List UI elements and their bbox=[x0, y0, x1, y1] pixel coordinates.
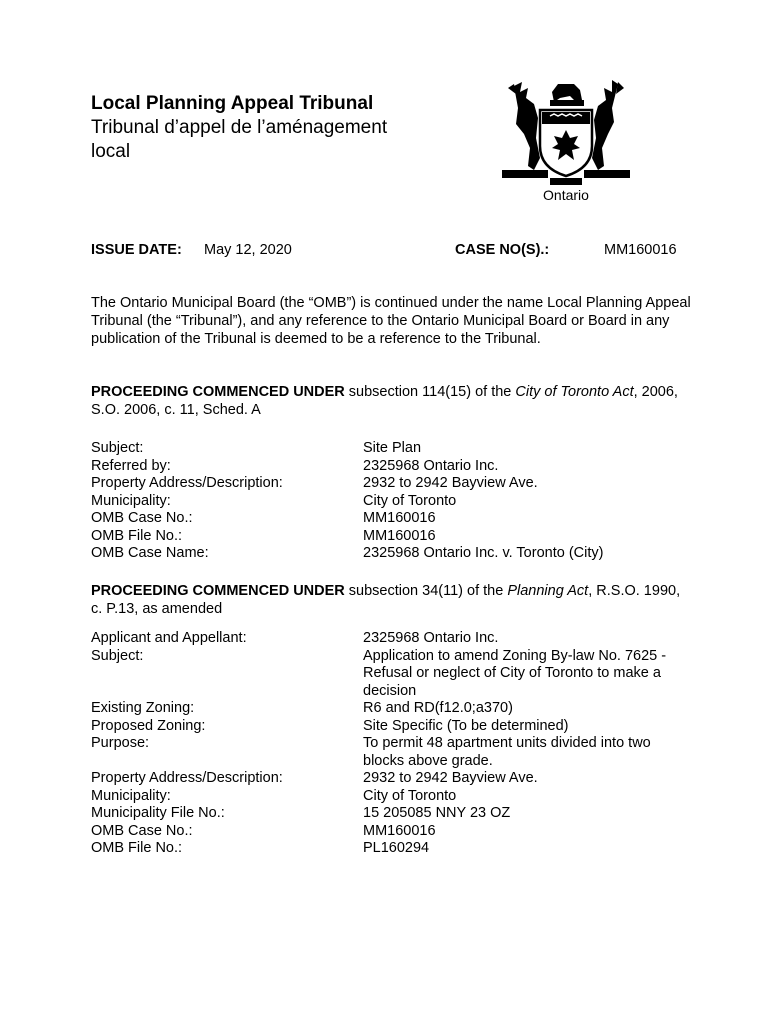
issue-date-label: ISSUE DATE: bbox=[91, 242, 182, 258]
detail-row bbox=[91, 700, 691, 718]
detail-value: City of Toronto bbox=[363, 787, 457, 804]
detail-row bbox=[91, 510, 691, 528]
detail-row bbox=[91, 648, 691, 701]
detail-value: To permit 48 apartment units divided into two blocks above grade. bbox=[363, 735, 651, 769]
detail-label: Property Address/Description: bbox=[91, 475, 283, 491]
detail-label: OMB File No.: bbox=[91, 527, 183, 544]
proceeding-1-heading-pre: subsection 114(15) of the bbox=[344, 384, 516, 400]
detail-row bbox=[91, 840, 691, 858]
proceeding-2-heading-pre: subsection 34(11) of the bbox=[344, 583, 508, 599]
detail-label: Proposed Zoning: bbox=[91, 717, 206, 734]
detail-label: Subject: bbox=[91, 647, 144, 664]
proceeding-1-heading-bold: PROCEEDING COMMENCED UNDER bbox=[91, 384, 345, 400]
detail-label: OMB Case No.: bbox=[91, 510, 193, 526]
detail-label: Referred by: bbox=[91, 457, 171, 474]
detail-value: MM160016 bbox=[363, 527, 436, 544]
tribunal-name-en: Local Planning Appeal Tribunal bbox=[91, 93, 374, 114]
detail-value: PL160294 bbox=[363, 840, 430, 856]
detail-row bbox=[91, 770, 691, 788]
svg-text:Ontario: Ontario bbox=[543, 187, 589, 203]
proceeding-1-details bbox=[91, 440, 691, 563]
tribunal-name-fr: Tribunal d’appel de l’aménagement local bbox=[91, 117, 388, 162]
detail-label: OMB Case Name: bbox=[91, 545, 209, 561]
proceeding-1-act-name: City of Toronto Act bbox=[515, 384, 634, 400]
detail-value: 2325968 Ontario Inc. v. Toronto (City) bbox=[363, 545, 604, 561]
detail-label: Existing Zoning: bbox=[91, 700, 195, 716]
detail-value: 2325968 Ontario Inc. bbox=[363, 630, 499, 646]
detail-label: Municipality: bbox=[91, 492, 171, 509]
detail-label: Municipality File No.: bbox=[91, 805, 225, 821]
detail-value: 2932 to 2942 Bayview Ave. bbox=[363, 475, 538, 491]
proceeding-2-heading-post: , R.S.O. 1990, c. P.13, as amended bbox=[91, 583, 681, 617]
detail-label: OMB File No.: bbox=[91, 840, 183, 856]
detail-value: R6 and RD(f12.0;a370) bbox=[363, 700, 513, 716]
proceeding-1-heading bbox=[91, 383, 691, 419]
detail-value: MM160016 bbox=[363, 510, 436, 526]
detail-row bbox=[91, 528, 691, 546]
proceeding-2-act-name: Planning Act bbox=[507, 583, 589, 599]
detail-value: Application to amend Zoning By-law No. 7625 - Refusal or neglect of City of Toronto to make a decision bbox=[363, 647, 667, 699]
detail-row bbox=[91, 545, 691, 563]
proceeding-2-details bbox=[91, 630, 691, 858]
detail-value: City of Toronto bbox=[363, 492, 457, 509]
detail-value: MM160016 bbox=[363, 822, 436, 839]
proceeding-1-heading-post: , 2006, S.O. 2006, c. 11, Sched. A bbox=[91, 384, 678, 418]
detail-value: Site Specific (To be determined) bbox=[363, 717, 569, 734]
detail-row bbox=[91, 735, 691, 770]
ontario-coat-of-arms-logo bbox=[500, 78, 632, 206]
detail-row bbox=[91, 493, 691, 511]
intro-paragraph: The Ontario Municipal Board (the “OMB”) is continued under the name Local Planning Appeal Tribunal (the “Tribunal”), and any reference to the Ontario Municipal Board or Board in any publication of the Tribunal is deemed to be a reference to the Tribunal. bbox=[91, 295, 691, 347]
proceeding-2-heading-bold: PROCEEDING COMMENCED UNDER bbox=[91, 583, 345, 599]
case-no-value: MM160016 bbox=[604, 242, 677, 258]
detail-label: Subject: bbox=[91, 440, 144, 456]
detail-row bbox=[91, 440, 691, 458]
detail-value: Site Plan bbox=[363, 440, 422, 456]
detail-label: Applicant and Appellant: bbox=[91, 630, 247, 646]
case-no-label: CASE NO(S).: bbox=[455, 242, 550, 258]
proceeding-2-heading bbox=[91, 582, 691, 618]
detail-row bbox=[91, 823, 691, 841]
detail-row bbox=[91, 718, 691, 736]
detail-label: Property Address/Description: bbox=[91, 770, 283, 786]
detail-row bbox=[91, 805, 691, 823]
detail-row bbox=[91, 458, 691, 476]
detail-label: Municipality: bbox=[91, 787, 171, 804]
detail-label: Purpose: bbox=[91, 735, 150, 751]
detail-label: OMB Case No.: bbox=[91, 822, 193, 839]
detail-row bbox=[91, 630, 691, 648]
detail-row bbox=[91, 475, 691, 493]
issue-date-value: May 12, 2020 bbox=[204, 242, 292, 258]
detail-value: 15 205085 NNY 23 OZ bbox=[363, 805, 511, 821]
detail-value: 2932 to 2942 Bayview Ave. bbox=[363, 770, 538, 786]
detail-value: 2325968 Ontario Inc. bbox=[363, 457, 499, 474]
detail-row bbox=[91, 788, 691, 806]
